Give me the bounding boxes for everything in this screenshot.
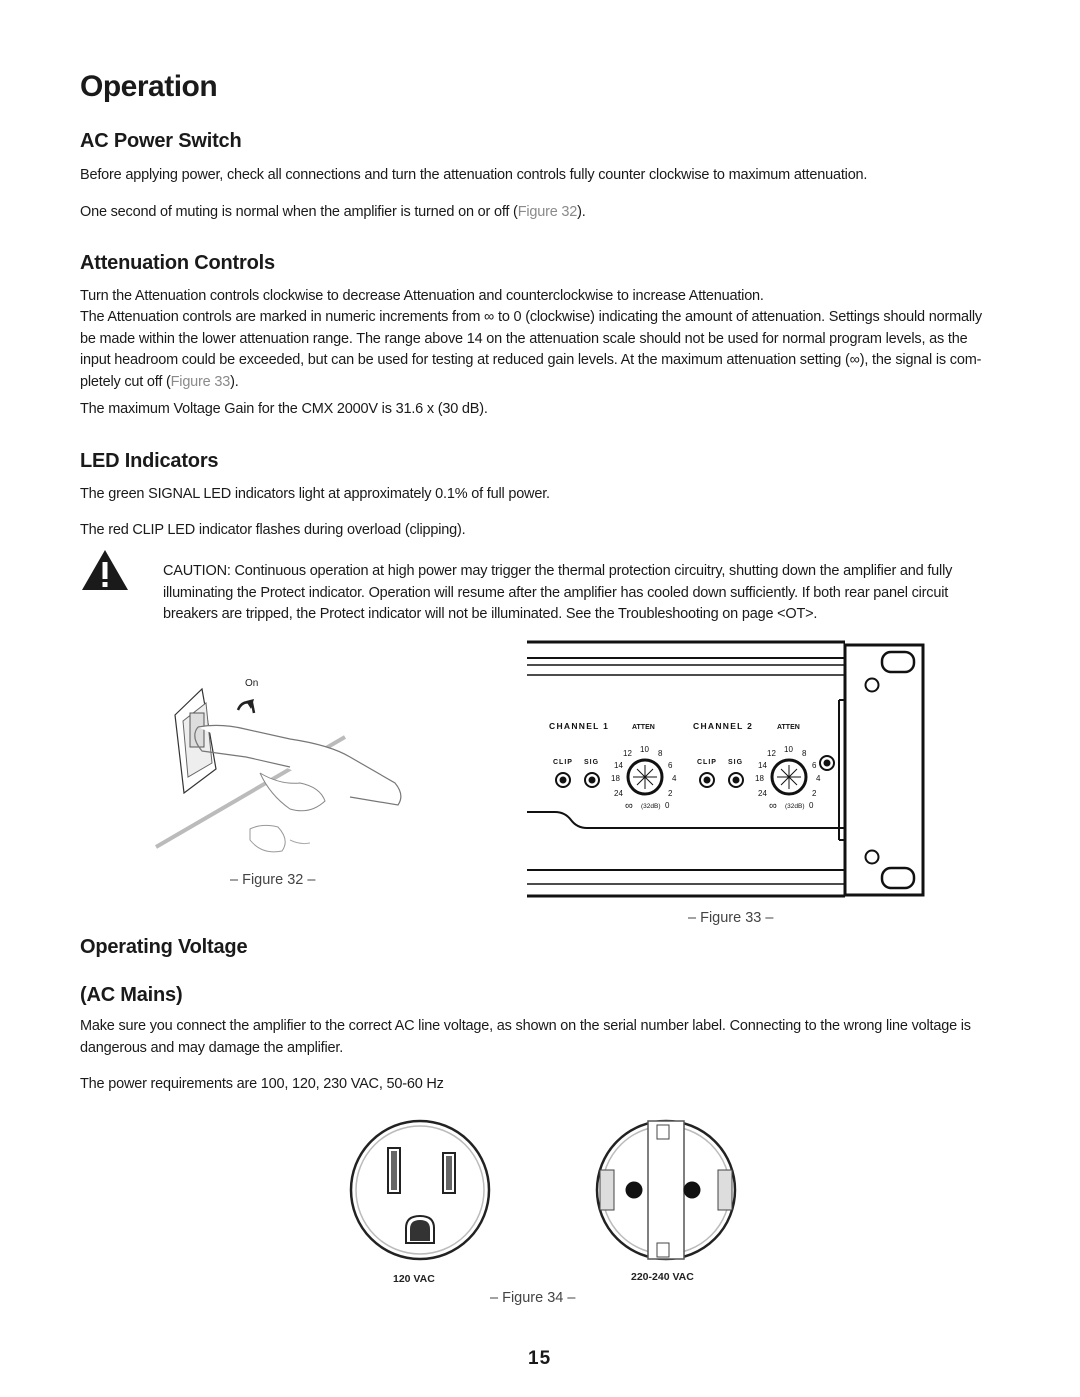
sig-label-ch2: SIG — [728, 759, 744, 766]
scale-infinity: ∞ — [769, 800, 777, 812]
scale-10: 10 — [640, 745, 649, 754]
section-heading-ac-power-switch: AC Power Switch — [80, 130, 242, 152]
scale-6: 6 — [668, 761, 673, 770]
scale-0: 0 — [665, 801, 670, 810]
scale-10: 10 — [784, 745, 793, 754]
figure-34-caption: – Figure 34 – — [490, 1290, 576, 1306]
label-220-240-vac: 220-240 VAC — [631, 1271, 694, 1283]
paragraph — [80, 202, 1000, 224]
scale-24: 24 — [758, 789, 767, 798]
paragraph: Turn the Attenuation controls clockwise to decrease Attenuation and counterclockwise to increase Attenuation. — [80, 288, 764, 304]
scale-6: 6 — [812, 761, 817, 770]
section-heading-attenuation-controls: Attenuation Controls — [80, 252, 275, 274]
scale-2: 2 — [668, 789, 673, 798]
channel-1-label: CHANNEL 1 — [549, 721, 610, 731]
clip-label-ch2: CLIP — [697, 759, 717, 766]
section-heading-led-indicators: LED Indicators — [80, 450, 219, 472]
scale-infinity: ∞ — [625, 800, 633, 812]
section-heading-operating-voltage: Operating Voltage — [80, 936, 248, 958]
scale-4: 4 — [672, 774, 677, 783]
scale-32db: (32dB) — [641, 803, 661, 810]
on-label: On — [245, 678, 259, 689]
figure-34-outlets — [348, 1115, 738, 1290]
paragraph: The red CLIP LED indicator flashes during overload (clipping). — [80, 522, 466, 538]
scale-12: 12 — [767, 749, 776, 758]
clip-label-ch1: CLIP — [553, 759, 573, 766]
paragraph: The maximum Voltage Gain for the CMX 2000V is 31.6 x (30 dB). — [80, 401, 488, 417]
caution-text: CAUTION: Continuous operation at high power may trigger the thermal protection circuitry, shutting down the amplifier and fully illuminating the Protect indicator. Operation will resume after the amplifier has cooled down sufficiently. If both rear panel circuit breakers are tripped, the Protect indicator will not be illuminated. See the Troubleshooting on page <OT>. — [163, 563, 953, 622]
atten-label-ch2: ATTEN — [777, 724, 800, 731]
warning-icon — [80, 548, 130, 592]
us-outlet — [351, 1121, 489, 1259]
sig-label-ch1: SIG — [584, 759, 600, 766]
scale-8: 8 — [802, 749, 807, 758]
scale-0: 0 — [809, 801, 814, 810]
attenuation-knob-ch2[interactable] — [772, 760, 806, 794]
eu-outlet — [597, 1121, 735, 1259]
scale-4: 4 — [816, 774, 821, 783]
page-number: 15 — [528, 1348, 552, 1369]
scale-32db: (32dB) — [785, 803, 805, 810]
paragraph-text: The Attenuation controls are marked in numeric increments from ∞ to 0 (clockwise) indicating the amount of attenuation. Settings should normally be made within the lower attenuation range. The range above 14 on the attenuation scale should not be used for normal program levels, as the input headroom could be exceeded, but can be used for testing at reduced gain levels. At the maximum attenuation setting (∞), the signal is com-pletely cut off ( — [80, 309, 982, 390]
channel-2-label: CHANNEL 2 — [693, 721, 754, 731]
scale-18: 18 — [611, 774, 620, 783]
section-subheading-ac-mains: (AC Mains) — [80, 984, 183, 1006]
figure-32-link[interactable]: Figure 32 — [517, 204, 578, 220]
figure-33-panel — [527, 640, 927, 900]
figure-33-caption: – Figure 33 – — [688, 910, 774, 926]
attenuation-knob-ch1[interactable] — [628, 760, 662, 794]
scale-12: 12 — [623, 749, 632, 758]
paragraph: Make sure you connect the amplifier to the correct AC line voltage, as shown on the serial number label. Connecting to the wrong line voltage is dangerous and may damage the amplifier. — [80, 1018, 971, 1056]
scale-14: 14 — [614, 761, 623, 770]
scale-14: 14 — [758, 761, 767, 770]
figure-32-caption: – Figure 32 – — [230, 872, 316, 888]
paragraph: The green SIGNAL LED indicators light at approximately 0.1% of full power. — [80, 486, 550, 502]
paragraph — [80, 307, 1000, 393]
label-120-vac: 120 VAC — [393, 1273, 435, 1285]
page-title: Operation — [80, 70, 218, 103]
scale-24: 24 — [614, 789, 623, 798]
figure-32-illustration — [150, 665, 420, 860]
paragraph: The power requirements are 100, 120, 230 VAC, 50-60 Hz — [80, 1076, 444, 1092]
scale-18: 18 — [755, 774, 764, 783]
paragraph-text: One second of muting is normal when the amplifier is turned on or off ( — [80, 204, 518, 220]
paragraph-text: ). — [577, 204, 586, 220]
scale-2: 2 — [812, 789, 817, 798]
paragraph-text: ). — [230, 373, 239, 390]
figure-33-link[interactable]: Figure 33 — [170, 373, 231, 390]
paragraph: Before applying power, check all connections and turn the attenuation controls fully counter clockwise to maximum attenuation. — [80, 167, 868, 183]
scale-8: 8 — [658, 749, 663, 758]
atten-label-ch1: ATTEN — [632, 724, 655, 731]
